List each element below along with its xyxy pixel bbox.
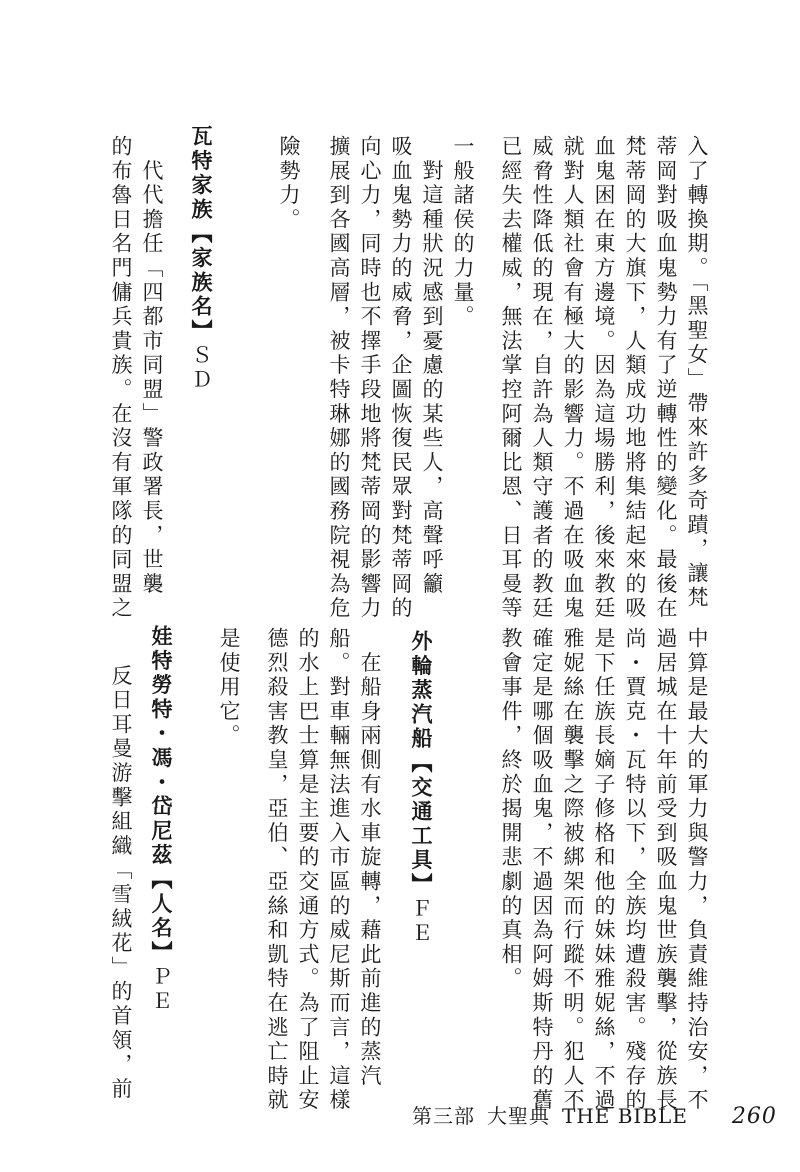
text-column: 威脅性降低的現在，自許為人類守護者的教廷 [530,135,554,621]
text-column: 在船身兩側有水車旋轉，藉此前進的蒸汽 [358,627,382,1089]
text-column: 就對人類社會有極大的影響力。不過在吸血鬼 [561,135,585,621]
footer-english-title: THE BIBLE [562,1104,688,1128]
text-column: 船。對車輛無法進入市區的威尼斯而言，這樣 [327,627,351,1113]
text-column: 尚・賈克・瓦特以下，全族均遭殺害。殘存的 [623,627,647,1113]
text-column: 德烈殺害教皇，亞伯、亞絲和凱特在逃亡時就 [265,627,289,1113]
page-number: 260 [731,1104,777,1129]
entry-category: 【家族名】 [189,222,213,344]
text-column: 對這種狀況感到憂慮的某些人，高聲呼籲 [420,135,444,597]
text-column: 教會事件，終於揭開悲劇的真相。 [499,627,523,992]
text-column: 擴展到各國高層，被卡特琳娜的國務院視為危 [327,135,351,621]
entry-code: ＦＥ [409,897,433,946]
text-column: 反日耳曼游擊組織「雪絨花」的首領，前 [109,640,133,1102]
footer-book: 大聖典 [487,1104,550,1128]
text-column: 吸血鬼勢力的威脅，企圖恢復民眾對梵蒂岡的 [389,135,413,621]
text-column: 血鬼困在東方邊境。因為這場勝利，後來教廷 [592,135,616,621]
text-column: 險勢力。 [277,135,301,233]
text-column: 的水上巴士算是主要的交通方式。為了阻止安 [296,627,320,1113]
entry-category: 【人名】 [149,868,173,966]
entry-name: 外輪蒸汽船 [409,630,433,752]
text-column: 入了轉換期。「黑聖女」帶來許多奇蹟，讓梵 [685,135,709,611]
text-column: 雅妮絲在襲擊之際被綁架而行蹤不明。犯人不 [561,627,585,1113]
text-column: 向心力，同時也不擇手段地將梵蒂岡的影響力 [358,135,382,621]
text-column: 蒂岡對吸血鬼勢力有了逆轉性的變化。最後在 [654,135,678,621]
text-column: 已經失去權威，無法掌控阿爾比恩、日耳曼等 [499,135,523,621]
entry-name: 瓦特家族 [189,125,213,223]
text-column: 是下任族長嫡子修格和他的妹妹雅妮絲，不過 [592,627,616,1113]
text-column: 的布魯日名門傭兵貴族。在沒有軍隊的同盟之 [109,135,133,621]
entry-name: 娃特勞特・馮・岱尼茲 [149,625,173,868]
text-column: 確定是哪個吸血鬼，不過因為阿姆斯特丹的舊 [530,627,554,1113]
entry-category: 【交通工具】 [409,751,433,898]
text-column: 梵蒂岡的大旗下，人類成功地將集結起來的吸 [623,135,647,621]
text-column: 代代擔任「四都市同盟」警政署長，世襲 [140,135,164,597]
footer-part: 第三部 [412,1104,475,1128]
text-column: 一般諸侯的力量。 [451,135,475,330]
text-column: 過居城在十年前受到吸血鬼世族襲擊，從族長 [654,627,678,1113]
page-footer [412,1100,789,1129]
entry-heading [190,125,211,392]
text-column: 中算是最大的軍力與警力，負責維持治安，不 [685,627,709,1113]
entry-heading [150,625,171,1014]
entry-code: ＰＥ [149,965,173,1014]
entry-code: ＳＤ [189,343,213,393]
entry-heading [410,630,431,946]
text-column: 是使用它。 [217,627,241,749]
